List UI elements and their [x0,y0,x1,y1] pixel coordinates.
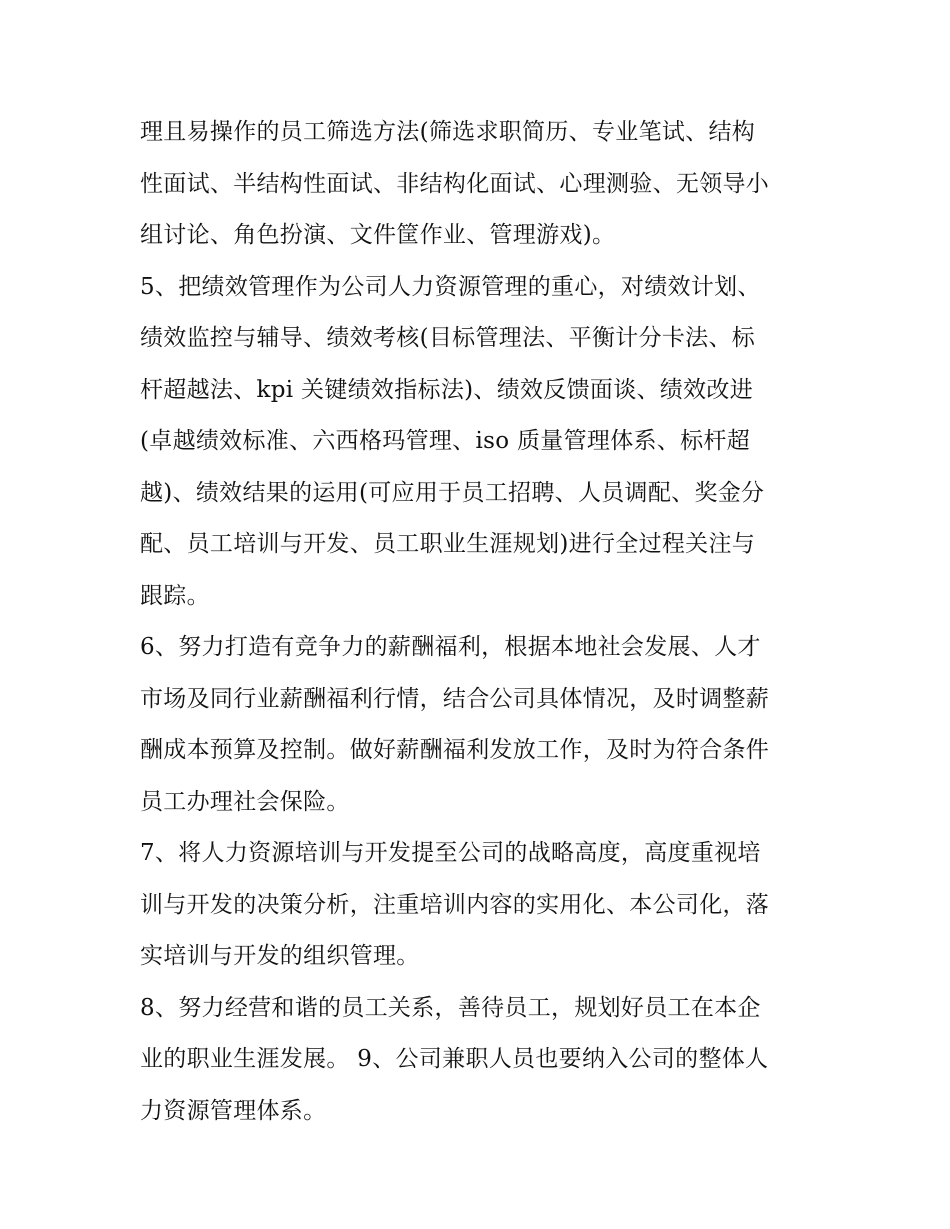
text-line: (卓越绩效标准、六西格玛管理、iso 质量管理体系、标杆超 [140,428,750,454]
text-line: 越)、绩效结果的运用(可应用于员工招聘、人员调配、奖金分 [140,479,765,506]
text-line: 市场及同行业薪酬福利行情，结合公司具体情况，及时调整薪 [140,685,770,712]
text-line: 绩效监控与辅导、绩效考核(目标管理法、平衡计分卡法、标 [140,325,756,351]
text-line: 杆超越法、kpi 关键绩效指标法)、绩效反馈面谈、绩效改进 [140,376,753,403]
text-line: 配、员工培训与开发、员工职业生涯规划)进行全过程关注与 [140,531,756,557]
text-line: 5、把绩效管理作为公司人力资源管理的重心，对绩效计划、 [140,273,761,300]
text-line: 力资源管理体系。 [140,1097,327,1124]
text-line: 训与开发的决策分析，注重培训内容的实用化、本公司化，落 [140,891,770,918]
text-line: 跟踪。 [140,582,210,609]
text-line: 组讨论、角色扮演、文件筐作业、管理游戏)。 [140,222,616,248]
text-line: 实培训与开发的组织管理。 [140,943,420,969]
text-line: 业的职业生涯发展。 9、公司兼职人员也要纳入公司的整体人 [140,1046,769,1072]
text-line: 6、努力打造有竞争力的薪酬福利，根据本地社会发展、人才 [140,634,761,660]
text-line: 8、努力经营和谐的员工关系，善待员工，规划好员工在本企 [140,994,761,1021]
text-line: 性面试、半结构性面试、非结构化面试、心理测验、无领导小 [140,170,770,197]
document-body [140,112,820,1142]
text-line: 员工办理社会保险。 [140,788,350,815]
text-line: 7、将人力资源培训与开发提至公司的战略高度，高度重视培 [140,840,761,866]
text-line: 理且易操作的员工筛选方法(筛选求职简历、专业笔试、结构 [140,119,756,145]
text-line: 酬成本预算及控制。做好薪酬福利发放工作，及时为符合条件 [140,737,770,763]
